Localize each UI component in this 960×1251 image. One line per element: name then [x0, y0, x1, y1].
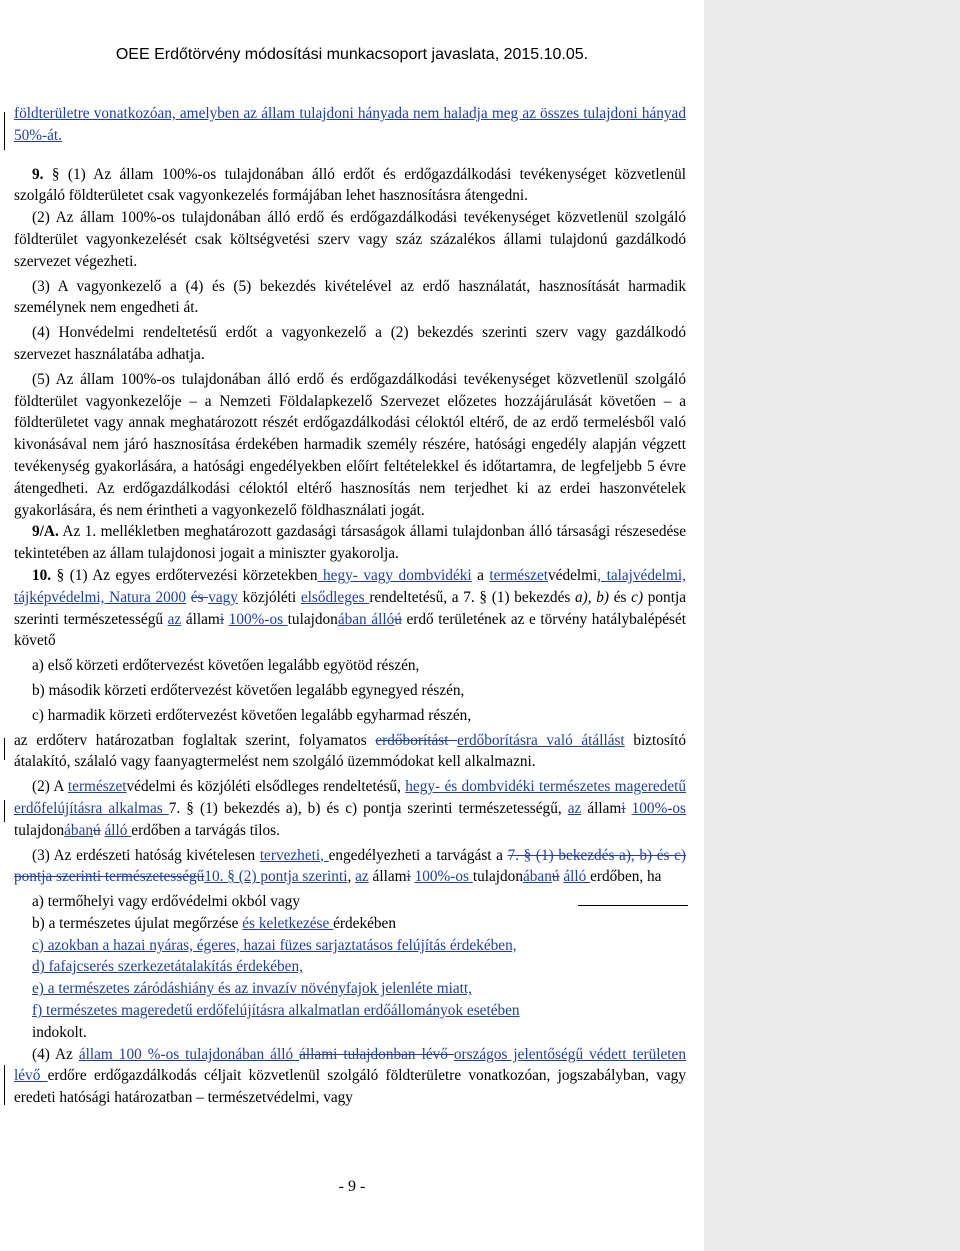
section-9-para-4: (4) Honvédelmi rendeltetésű erdőt a vagyonkezelő a (2) bekezdés szerinti szerv vagy gazdálkodó szervezet használatába adhatja. [14, 324, 686, 363]
document-page [14, 103, 686, 1109]
section-10-para-1-tail: az erdőterv határozatban foglaltak szerint, folyamatos erdőborítást erdőborításra való átállást biztosító átalakító, szálaló vagy faanyagtermelést nem szolgáló üzemmódokat kell alkalmazni. [14, 731, 687, 771]
list-item-b: b) a természetes újulat megőrzése és keletkezése érdekében [32, 914, 396, 932]
list-item-d: d) fafajcserés szerkezetátalakítás érdekében, [32, 958, 303, 976]
list-item-c: c) azokban a hazai nyáras, égeres, hazai füzes sarjaztatásos felújítás érdekében, [32, 936, 517, 954]
section-9-para-1: 9. § (1) Az állam 100%-os tulajdonában álló erdőt és erdőgazdálkodási tevékenységet közvetlenül szolgáló földterületet csak vagyonkezelés formájában lehet hasznosításra átengedni. [14, 165, 687, 205]
section-10-para-3: (3) Az erdészeti hatóság kivételesen tervezheti, engedélyezheti a tarvágást a 7. § (1) bekezdés a), b) és c) pontja szerinti természetességű10. § (2) pontja szerinti, az állami 100%-os tulajdonábanú álló erdőben, ha [14, 846, 686, 886]
list-item-e: e) a természetes záródáshiány és az invazív növényfajok jelenléte miatt, [32, 980, 473, 998]
section-9-para-2: (2) Az állam 100%-os tulajdonában álló erdő és erdőgazdálkodási tevékenységet közvetlenül szolgáló földterület vagyonkezelését csak költségvetési szerv vagy száz százalékos állami tulajdonú gazdálkodó szervezet végezheti. [14, 209, 686, 270]
paragraph-intro: földterületre vonatkozóan, amelyben az állam tulajdoni hányada nem haladja meg az összes tulajdoni hányad 50%-át. [14, 105, 686, 144]
list-item-a: a) első körzeti erdőtervezést követően legalább egyötöd részén, [32, 657, 420, 675]
section-9-para-3: (3) A vagyonkezelő a (4) és (5) bekezdés kivételével az erdő használatát, hasznosítását harmadik személynek nem engedheti át. [14, 277, 686, 317]
section-10-para-4: (4) Az állam 100 %-os tulajdonában álló állami tulajdonban lévő országos jelentőségű védett területen lévő erdőre erdőgazdálkodás céljait közvetlenül szolgáló földterületre vonatkozóan, jogszabályban, vagy eredeti hatósági határozatban – természetvédelmi, vagy [14, 1045, 686, 1107]
section-9-para-5: (5) Az állam 100%-os tulajdonában álló erdő és erdőgazdálkodási tevékenységet közvetlenül szolgáló földterület vagyonkezelője – a Nemzeti Földalapkezelő Szervezet előzetes hozzájárulását követően – a földterületet vagy annak meghatározott részét erdőgazdálkodási céloktól eltérő, de az erdő termelésből való kivonásával nem járó hasznosítása érdekében harmadik személy részére, hatósági engedély alapján végzett tevékenység gyakorlására, a hatósági engedélyekben előírt feltételekkel és időtartamra, de legfeljebb 5 évre átengedheti. Az erdőgazdálkodási céloktól eltérő hasznosítás nem terjedhet ki az erdei haszonvételek gyakorlására, és nem érintheti a vagyonkezelő földhasználati jogát. [14, 370, 686, 519]
section-number: 10. [32, 566, 52, 584]
list-item-b: b) második körzeti erdőtervezést követően legalább egynegyed részén, [32, 681, 465, 699]
change-bar [4, 1065, 5, 1105]
section-10-para-2: (2) A természetvédelmi és közjóléti elsődleges rendeltetésű, hegy- és dombvidéki természetes mageredetű erdőfelújításra alkalmas 7. § (1) bekezdés a), b) és c) pontja szerinti természetességű, az állami 100%-os tulajdonábanú álló erdőben a tarvágás tilos. [14, 778, 687, 839]
comment-margin [704, 0, 960, 1251]
list-item-f: f) természetes mageredetű erdőfelújításra alkalmatlan erdőállományok esetében [32, 1002, 520, 1020]
section-number: 9/A. [32, 523, 59, 541]
list-end: indokolt. [32, 1023, 87, 1041]
list-item-c: c) harmadik körzeti erdőtervezést követően legalább egyharmad részén, [32, 706, 472, 724]
change-bar [4, 800, 5, 822]
section-10-para-1: 10. § (1) Az egyes erdőtervezési körzetekben hegy- vagy dombvidéki a természetvédelmi, talajvédelmi, tájképvédelmi, Natura 2000 és vagy közjóléti elsődleges rendeltetésű, a 7. § (1) bekezdés a), b) és c) pontja szerinti természetességű az állami 100%-os tulajdonában állóú erdő területének az e törvény hatálybalépését követő [14, 566, 687, 650]
section-9a: 9/A. Az 1. mellékletben meghatározott gazdasági társaságok állami tulajdonban álló társasági részesedése tekintetében az állam tulajdonosi jogait a miniszter gyakorolja. [14, 523, 686, 563]
section-number: 9. [32, 165, 44, 183]
change-bar [4, 112, 5, 150]
change-bar [4, 738, 5, 760]
page-header: OEE Erdőtörvény módosítási munkacsoport javaslata, 2015.10.05. [115, 46, 589, 63]
list-item-a: a) termőhelyi vagy erdővédelmi okból vagy [32, 893, 301, 911]
page-number: - 9 - [338, 1178, 366, 1195]
